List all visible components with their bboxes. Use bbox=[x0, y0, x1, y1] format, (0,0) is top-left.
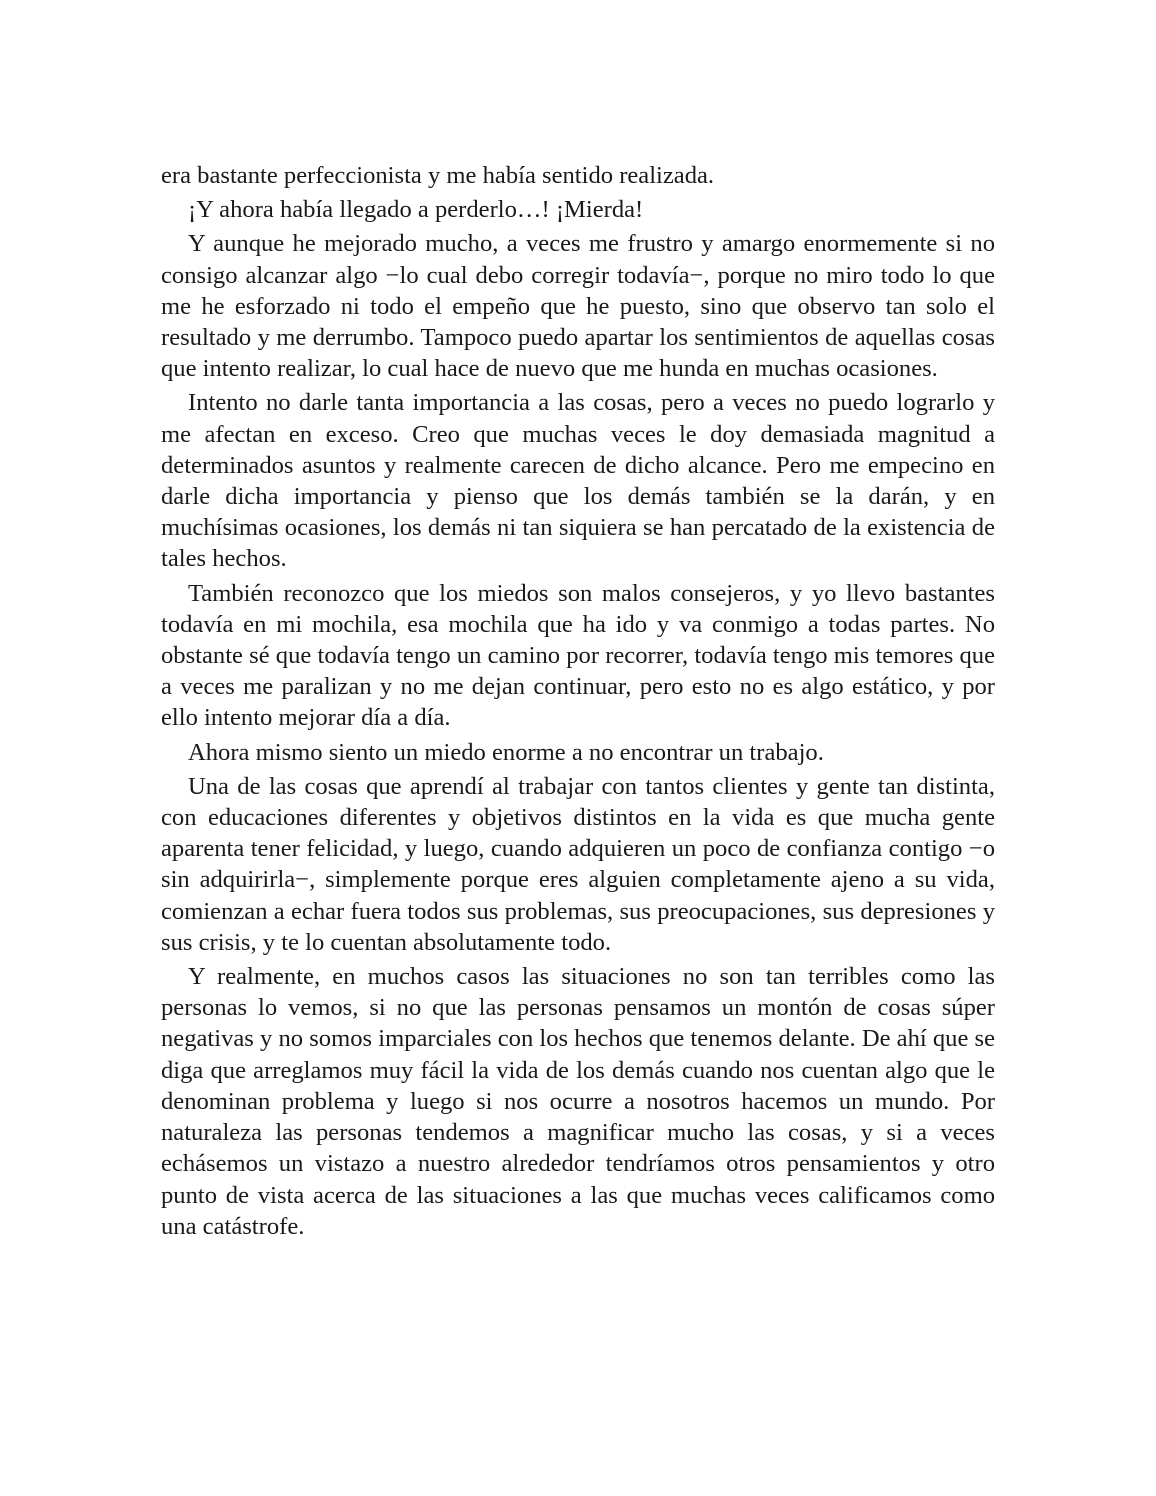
paragraph: Intento no darle tanta importancia a las cosas, pero a veces no puedo lograrlo y me afectan en exceso. Creo que muchas veces le doy demasiada magnitud a determinados asuntos y realmente carecen de dicho alcance. Pero me empecino en darle dicha importancia y pienso que los demás también se la darán, y en muchísimas ocasiones, los demás ni tan siquiera se han percatado de la existencia de tales hechos. bbox=[161, 389, 995, 573]
paragraph: ¡Y ahora había llegado a perderlo…! ¡Mierda! bbox=[188, 196, 644, 224]
paragraph: Ahora mismo siento un miedo enorme a no encontrar un trabajo. bbox=[188, 738, 824, 766]
paragraph: Y aunque he mejorado mucho, a veces me frustro y amargo enormemente si no consigo alcanzar algo −lo cual debo corregir todavía−, porque no miro todo lo que me he esforzado ni todo el empeño que he puesto, sino que observo tan solo el resultado y me derrumbo. Tampoco puedo apartar los sentimientos de aquellas cosas que intento realizar, lo cual hace de nuevo que me hunda en muchas ocasiones. bbox=[161, 230, 995, 383]
paragraph: Una de las cosas que aprendí al trabajar con tantos clientes y gente tan distinta, con educaciones diferentes y objetivos distintos en la vida es que mucha gente aparenta tener felicidad, y luego, cuando adquieren un poco de confianza contigo −o sin adquirirla−, simplemente porque eres alguien completamente ajeno a su vida, comienzan a echar fuera todos sus problemas, sus preocupaciones, sus depresiones y sus crisis, y te lo cuentan absolutamente todo. bbox=[161, 772, 995, 956]
paragraph: era bastante perfeccionista y me había sentido realizada. bbox=[161, 162, 715, 189]
paragraph: Y realmente, en muchos casos las situaciones no son tan terribles como las personas lo vemos, si no que las personas pensamos un montón de cosas súper negativas y no somos imparciales con los hechos que tenemos delante. De ahí que se diga que arreglamos muy fácil la vida de los demás cuando nos cuentan algo que le denominan problema y luego si nos ocurre a nosotros hacemos un mundo. Por naturaleza las personas tendemos a magnificar mucho las cosas, y si a veces echásemos un vistazo a nuestro alrededor tendríamos otros pensamientos y otro punto de vista acerca de las situaciones a las que muchas veces calificamos como una catástrofe. bbox=[161, 963, 995, 1240]
body-text bbox=[161, 160, 995, 1245]
paragraph: También reconozco que los miedos son malos consejeros, y yo llevo bastantes todavía en mi mochila, esa mochila que ha ido y va conmigo a todas partes. No obstante sé que todavía tengo un camino por recorrer, todavía tengo mis temores que a veces me paralizan y no me dejan continuar, pero esto no es algo estático, y por ello intento mejorar día a día. bbox=[161, 579, 995, 732]
